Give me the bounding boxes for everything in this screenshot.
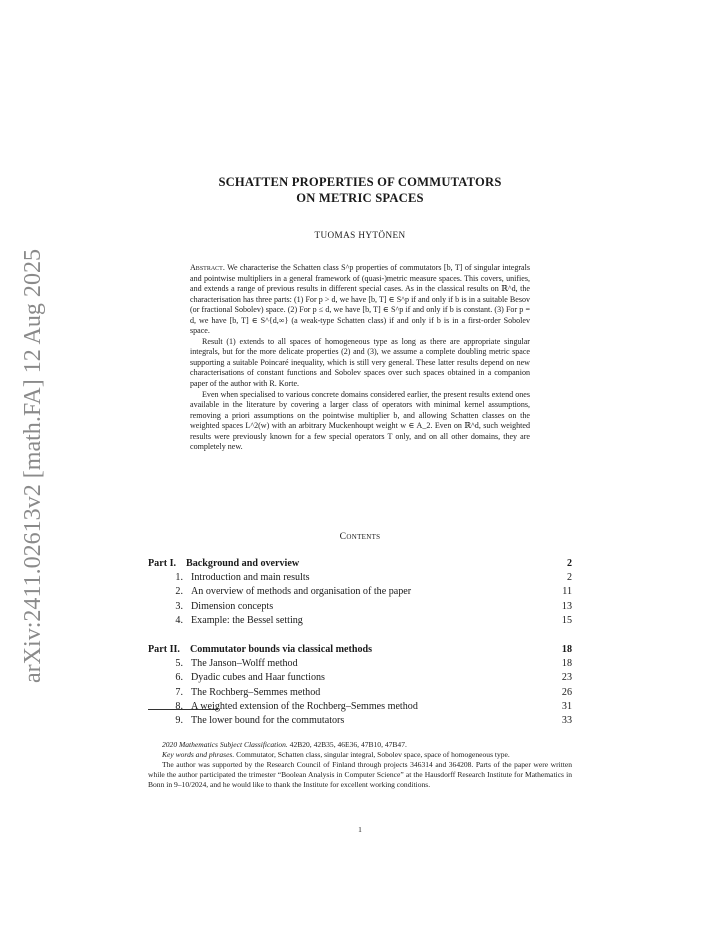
toc-entry-number: 9.: [175, 714, 183, 726]
toc-entry-page: 11: [562, 586, 572, 598]
toc-entry-number: Part II.: [148, 644, 180, 655]
paper-title: [150, 175, 570, 206]
toc-entry[interactable]: [148, 686, 572, 700]
toc-entry-title: [162, 714, 344, 728]
footnotes: [148, 740, 572, 790]
toc-entry-label: Introduction and main results: [191, 572, 310, 584]
msc-label: 2020 Mathematics Subject Classification.: [162, 740, 288, 749]
toc-entry-page: 2: [566, 572, 572, 584]
toc-entry[interactable]: [148, 614, 572, 628]
toc-entry-title: [162, 671, 325, 685]
toc-entry-page: 33: [561, 714, 572, 726]
toc-entry-number: 7.: [175, 686, 183, 698]
abstract-p1-text: We characterise the Schatten class S^p properties of commutators [b, T] of singular integrals and pointwise multipliers in a general framework of (quasi-)metric measure spaces. This covers, unifies, and extends a range of previous results in different special cases. As in the classical results on ℝ^d, the characterisation has three parts: (1) For p > d, we have [b, T] ∈ S^p if and only if b is in a suitable Besov (or fractional Sobolev) space. (2) For p ≤ d, we have [b, T] ∈ S^p if and only if b is constant. (3) For p = d, we have [b, T] ∈ S^{d,∞} (a weak-type Schatten class) if and only if b is in a first-order Sobolev space.: [190, 263, 530, 336]
toc-entry-page: 2: [566, 558, 572, 569]
toc-entry-number: 2.: [175, 586, 183, 598]
arxiv-stamp: [0, 245, 60, 685]
arxiv-stamp-text: arXiv:2411.02613v2 [math.FA] 12 Aug 2025: [19, 245, 46, 683]
toc-entry[interactable]: [148, 571, 572, 585]
toc-part-heading[interactable]: [148, 643, 572, 657]
page-number: 1: [358, 825, 362, 834]
toc-entry[interactable]: [148, 585, 572, 599]
toc-entry-title: [162, 585, 411, 599]
toc-entry-label: Example: the Bessel setting: [191, 614, 303, 626]
msc-value: 42B20, 42B35, 46E36, 47B10, 47B47.: [289, 740, 407, 749]
toc-entry-page: 23: [561, 672, 572, 684]
toc-entry-title: [162, 571, 310, 585]
footnote-funding: The author was supported by the Research Council of Finland through projects 346314 and 364208. Parts of the paper were written while the author participated the trimester “Boolean Analysis in Computer Science” at the Hausdorff Research Institute for Mathematics in Bonn in 9–10/2024, and he would like to thank the Institute for excellent working conditions.: [148, 760, 572, 790]
toc-entry-title: [148, 557, 299, 571]
keywords-label: Key words and phrases.: [162, 750, 235, 760]
toc-entry-label: Dyadic cubes and Haar functions: [191, 672, 325, 684]
title-line-1: SCHATTEN PROPERTIES OF COMMUTATORS: [218, 175, 502, 189]
footnote-msc: [148, 740, 572, 750]
toc-entry-label: Background and overview: [186, 558, 300, 569]
footnote-rule: [148, 709, 218, 710]
toc-entry-page: 13: [561, 600, 572, 612]
toc-part-1: [148, 557, 572, 628]
toc-entry-number: 4.: [175, 614, 183, 626]
toc-entry[interactable]: [148, 714, 572, 728]
toc-entry-page: 26: [561, 686, 572, 698]
toc-entry-label: Commutator bounds via classical methods: [189, 644, 373, 655]
toc-entry[interactable]: [148, 657, 572, 671]
toc-entry-label: The lower bound for the commutators: [191, 714, 345, 726]
toc-entry-number: 5.: [175, 658, 183, 670]
toc-entry-label: The Rochberg–Semmes method: [191, 686, 321, 698]
toc-entry[interactable]: [148, 671, 572, 685]
toc-entry-number: 1.: [175, 572, 183, 584]
toc-entry-number: 8.: [175, 700, 183, 712]
toc-entry-title: [162, 614, 303, 628]
toc-entry-number: Part I.: [148, 558, 177, 569]
abstract-heading: Abstract.: [190, 263, 225, 272]
abstract: [190, 263, 530, 453]
toc-entry-title: [162, 600, 273, 614]
toc-entry-title: [148, 643, 372, 657]
toc-entry-number: 6.: [175, 672, 183, 684]
toc-entry-title: [162, 657, 298, 671]
abstract-paragraph-1: [190, 263, 530, 337]
toc-entry-label: An overview of methods and organisation of the paper: [191, 586, 412, 598]
toc-entry-title: [162, 686, 320, 700]
toc-entry-label: A weighted extension of the Rochberg–Semmes method: [191, 700, 418, 712]
toc-entry[interactable]: [148, 600, 572, 614]
abstract-paragraph-2: Result (1) extends to all spaces of homogeneous type as long as there are appropriate singular integrals, but for the more delicate properties (2) and (3), we assume a complete doubling metric space supporting a suitable Poincaré inequality, which is still very general. These latter results depend on new characterisations of constant functions and Sobolev spaces over such spaces obtained in a companion paper of the author with R. Korte.: [190, 336, 530, 389]
title-line-2: ON METRIC SPACES: [296, 190, 424, 205]
toc-entry-label: The Janson–Wolff method: [191, 658, 298, 670]
toc-entry-page: 18: [561, 658, 572, 670]
toc-entry-title: [162, 700, 418, 714]
toc-entry-page: 31: [561, 700, 572, 712]
toc-entry-label: Dimension concepts: [191, 600, 274, 612]
contents-heading: Contents: [339, 531, 381, 542]
toc-part-2: [148, 643, 572, 728]
toc-entry-number: 3.: [175, 600, 183, 612]
toc-entry-page: 15: [561, 614, 572, 626]
toc-entry-page: 18: [561, 644, 572, 655]
keywords-value: Commutator, Schatten class, singular integral, Sobolev space, space of homogeneous type.: [236, 750, 510, 760]
author-name: TUOMAS HYTÖNEN: [314, 230, 406, 240]
footnote-keywords: [148, 750, 572, 760]
toc-entry[interactable]: [148, 700, 572, 714]
toc-part-heading[interactable]: [148, 557, 572, 571]
abstract-paragraph-3: Even when specialised to various concrete domains considered earlier, the present results extend ones available in the literature by covering a larger class of operators with minimal kernel assumptions, removing a priori assumptions on the pointwise multiplier b, and allowing Schatten classes on the weighted spaces L^2(w) with an arbitrary Muckenhoupt weight w ∈ A_2. Even on ℝ^d, such weighted results were previously known for a few special operators T only, and on all other domains, they are completely new.: [190, 389, 530, 452]
